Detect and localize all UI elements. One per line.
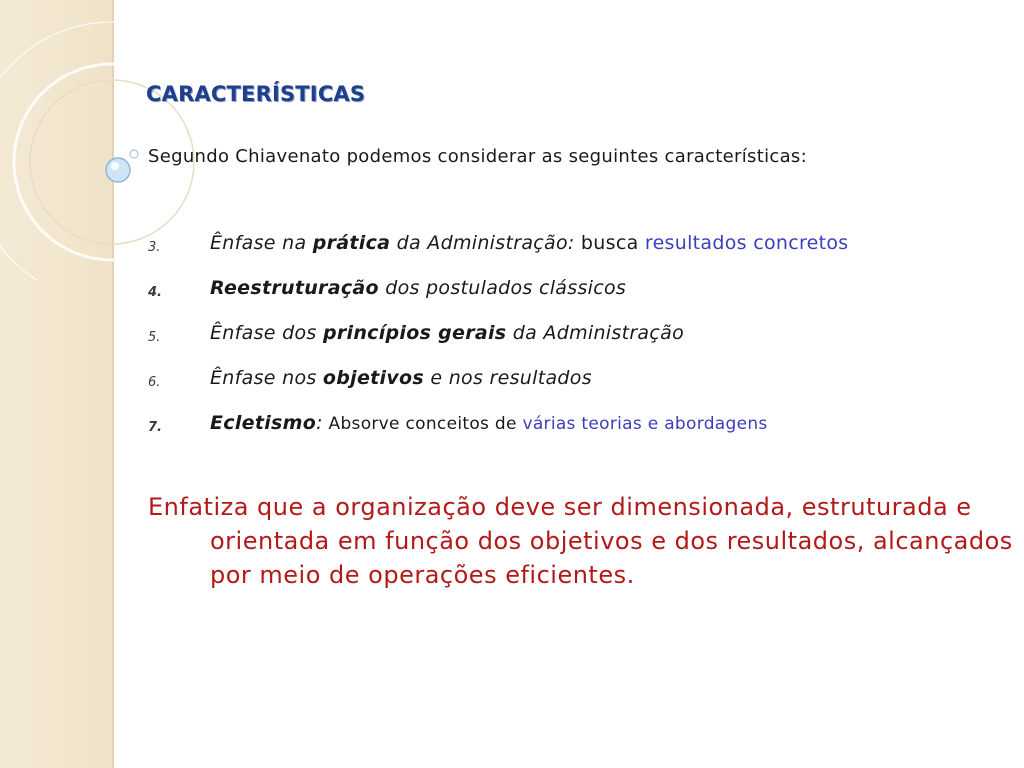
item-number: 7. [148,420,162,435]
item-number: 5. [148,330,161,345]
item-text: Ênfase na prática da Administração: busca resultados concretos [210,232,849,254]
item-number: 6. [148,375,161,390]
decorative-circles [0,0,240,280]
slide-title: CARACTERÍSTICAS [146,82,366,106]
item-text: Ênfase dos princípios gerais da Administração [210,322,684,344]
emphasis-paragraph: Enfatiza que a organização deve ser dimensionada, estruturada e orientada em função dos objetivos e dos resultados, alcançados por meio de operações eficientes. [148,493,1013,589]
intro-text: Segundo Chiavenato podemos considerar as seguintes características: [148,146,807,167]
item-text: Ecletismo: Absorve conceitos de várias teorias e abordagens [210,412,768,434]
item-number: 4. [148,285,162,300]
item-number: 3. [148,240,161,255]
item-text: Reestruturação dos postulados clássicos [210,277,627,299]
item-text: Ênfase nos objetivos e nos resultados [210,367,592,389]
